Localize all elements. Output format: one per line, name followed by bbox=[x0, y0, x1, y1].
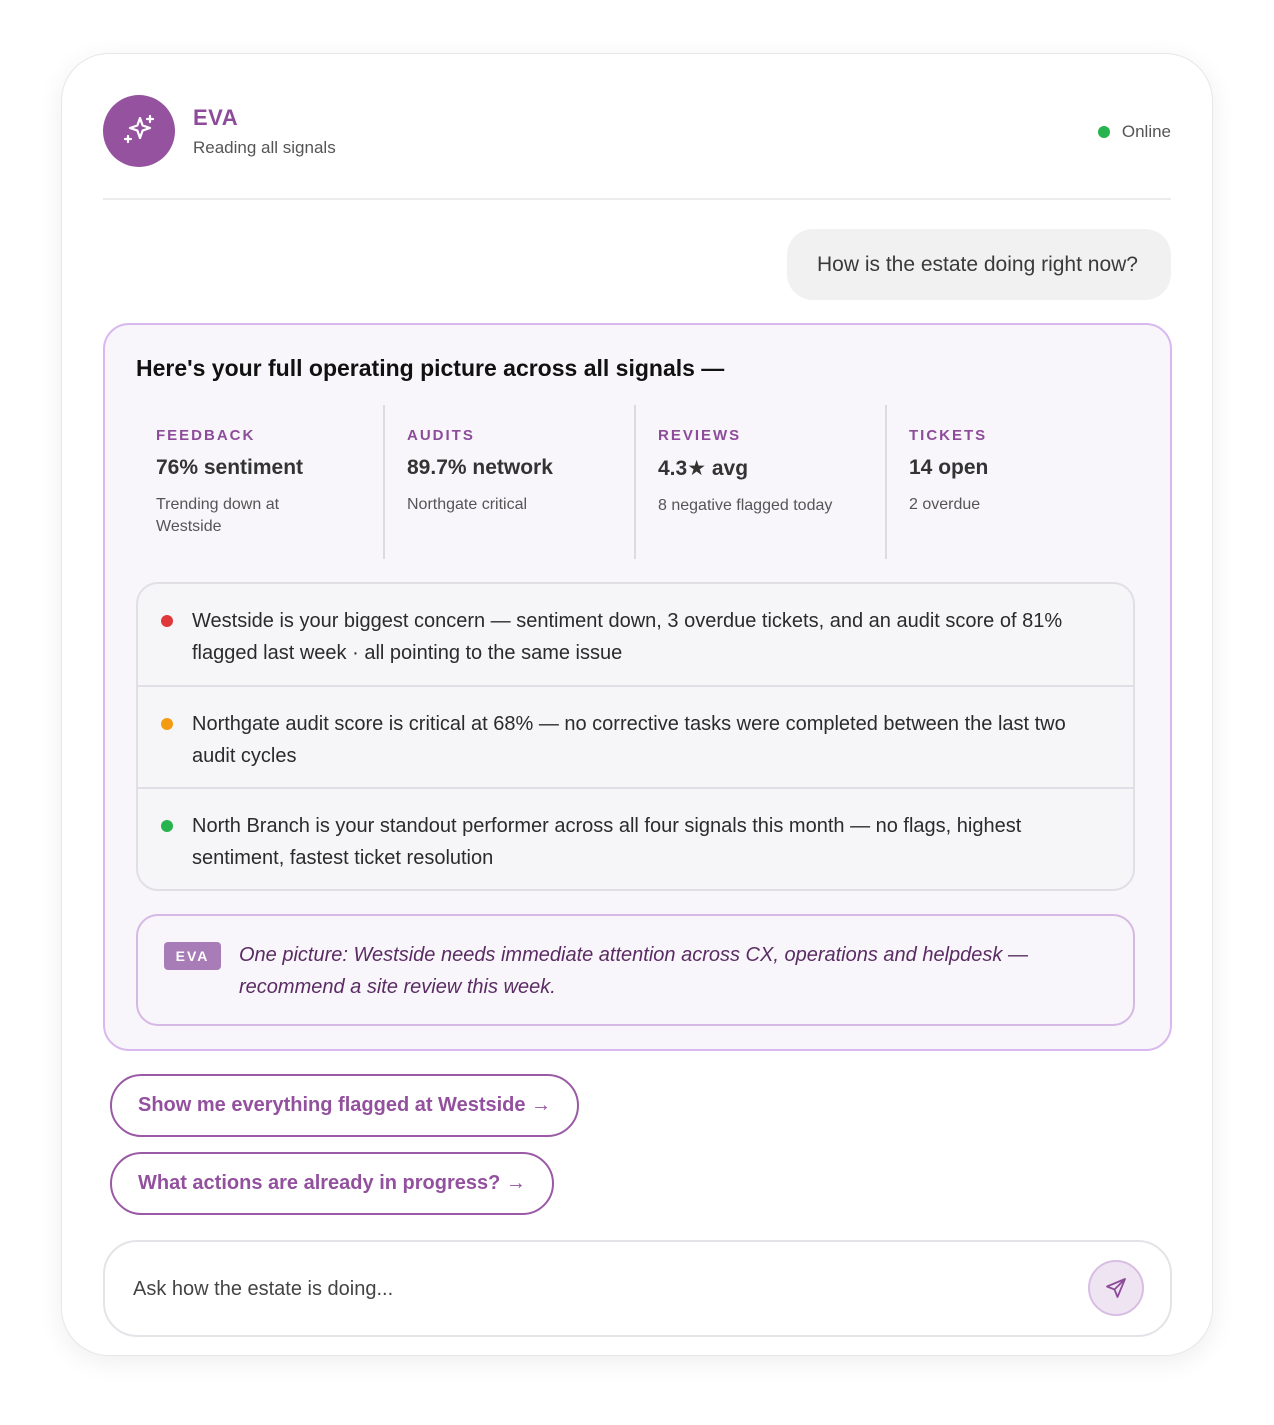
user-message: How is the estate doing right now? bbox=[787, 229, 1171, 300]
assistant-response bbox=[103, 323, 1172, 1051]
chat-card bbox=[61, 53, 1213, 1356]
composer bbox=[103, 1240, 1172, 1337]
send-button[interactable] bbox=[1088, 1260, 1144, 1316]
chat-input[interactable] bbox=[131, 1264, 1031, 1314]
stat-audits bbox=[385, 405, 636, 559]
stat-feedback bbox=[134, 405, 385, 559]
status-dot-green bbox=[161, 820, 173, 832]
status-dot-orange bbox=[161, 718, 173, 730]
stat-label: AUDITS bbox=[407, 427, 475, 444]
stat-note: Northgate critical bbox=[407, 496, 528, 513]
summary-box bbox=[136, 914, 1135, 1026]
stat-label: REVIEWS bbox=[658, 427, 742, 444]
stat-note: Trending down at Westside bbox=[156, 496, 280, 535]
list-item bbox=[138, 584, 1133, 687]
summary-text: One picture: Westside needs immediate attention across CX, operations and helpdesk — recommend a site review this week. bbox=[239, 944, 1028, 998]
stats-row bbox=[134, 405, 1136, 559]
stat-value: 4.3★ avg bbox=[658, 457, 749, 480]
summary-badge: EVA bbox=[164, 942, 221, 970]
insights-list bbox=[136, 582, 1135, 891]
insight-text: North Branch is your standout performer across all four signals this month — no flags, highest sentiment, fastest ticket resolution bbox=[192, 815, 1022, 869]
agent-status: Reading all signals bbox=[193, 138, 336, 157]
send-icon bbox=[1104, 1276, 1128, 1300]
online-indicator bbox=[1098, 122, 1171, 142]
stat-label: TICKETS bbox=[909, 427, 988, 444]
stat-tickets bbox=[887, 405, 1136, 559]
sparkles-icon bbox=[103, 95, 175, 167]
agent-name: EVA bbox=[193, 105, 239, 130]
online-dot bbox=[1098, 126, 1110, 138]
online-label: Online bbox=[1121, 122, 1171, 141]
header-divider bbox=[103, 198, 1171, 200]
insight-text: Northgate audit score is critical at 68% — no corrective tasks were completed between the last two audit cycles bbox=[192, 712, 1066, 767]
stat-reviews bbox=[636, 405, 887, 559]
insight-text: Westside is your biggest concern — sentiment down, 3 overdue tickets, and an audit score of 81% flagged last week · all pointing to the same issue bbox=[192, 610, 1063, 664]
response-title: Here's your full operating picture across all signals — bbox=[136, 355, 725, 381]
stat-value: 14 open bbox=[909, 456, 989, 479]
suggestion-button-westside[interactable]: Show me everything flagged at Westside → bbox=[110, 1074, 579, 1137]
stat-value: 76% sentiment bbox=[156, 456, 304, 479]
stat-note: 2 overdue bbox=[909, 496, 981, 513]
suggestion-button-actions[interactable]: What actions are already in progress? → bbox=[110, 1152, 554, 1215]
status-dot-red bbox=[161, 615, 173, 627]
list-item bbox=[138, 789, 1133, 891]
stat-note: 8 negative flagged today bbox=[658, 497, 833, 514]
list-item bbox=[138, 687, 1133, 790]
stat-label: FEEDBACK bbox=[156, 427, 256, 444]
stat-value: 89.7% network bbox=[407, 456, 553, 479]
